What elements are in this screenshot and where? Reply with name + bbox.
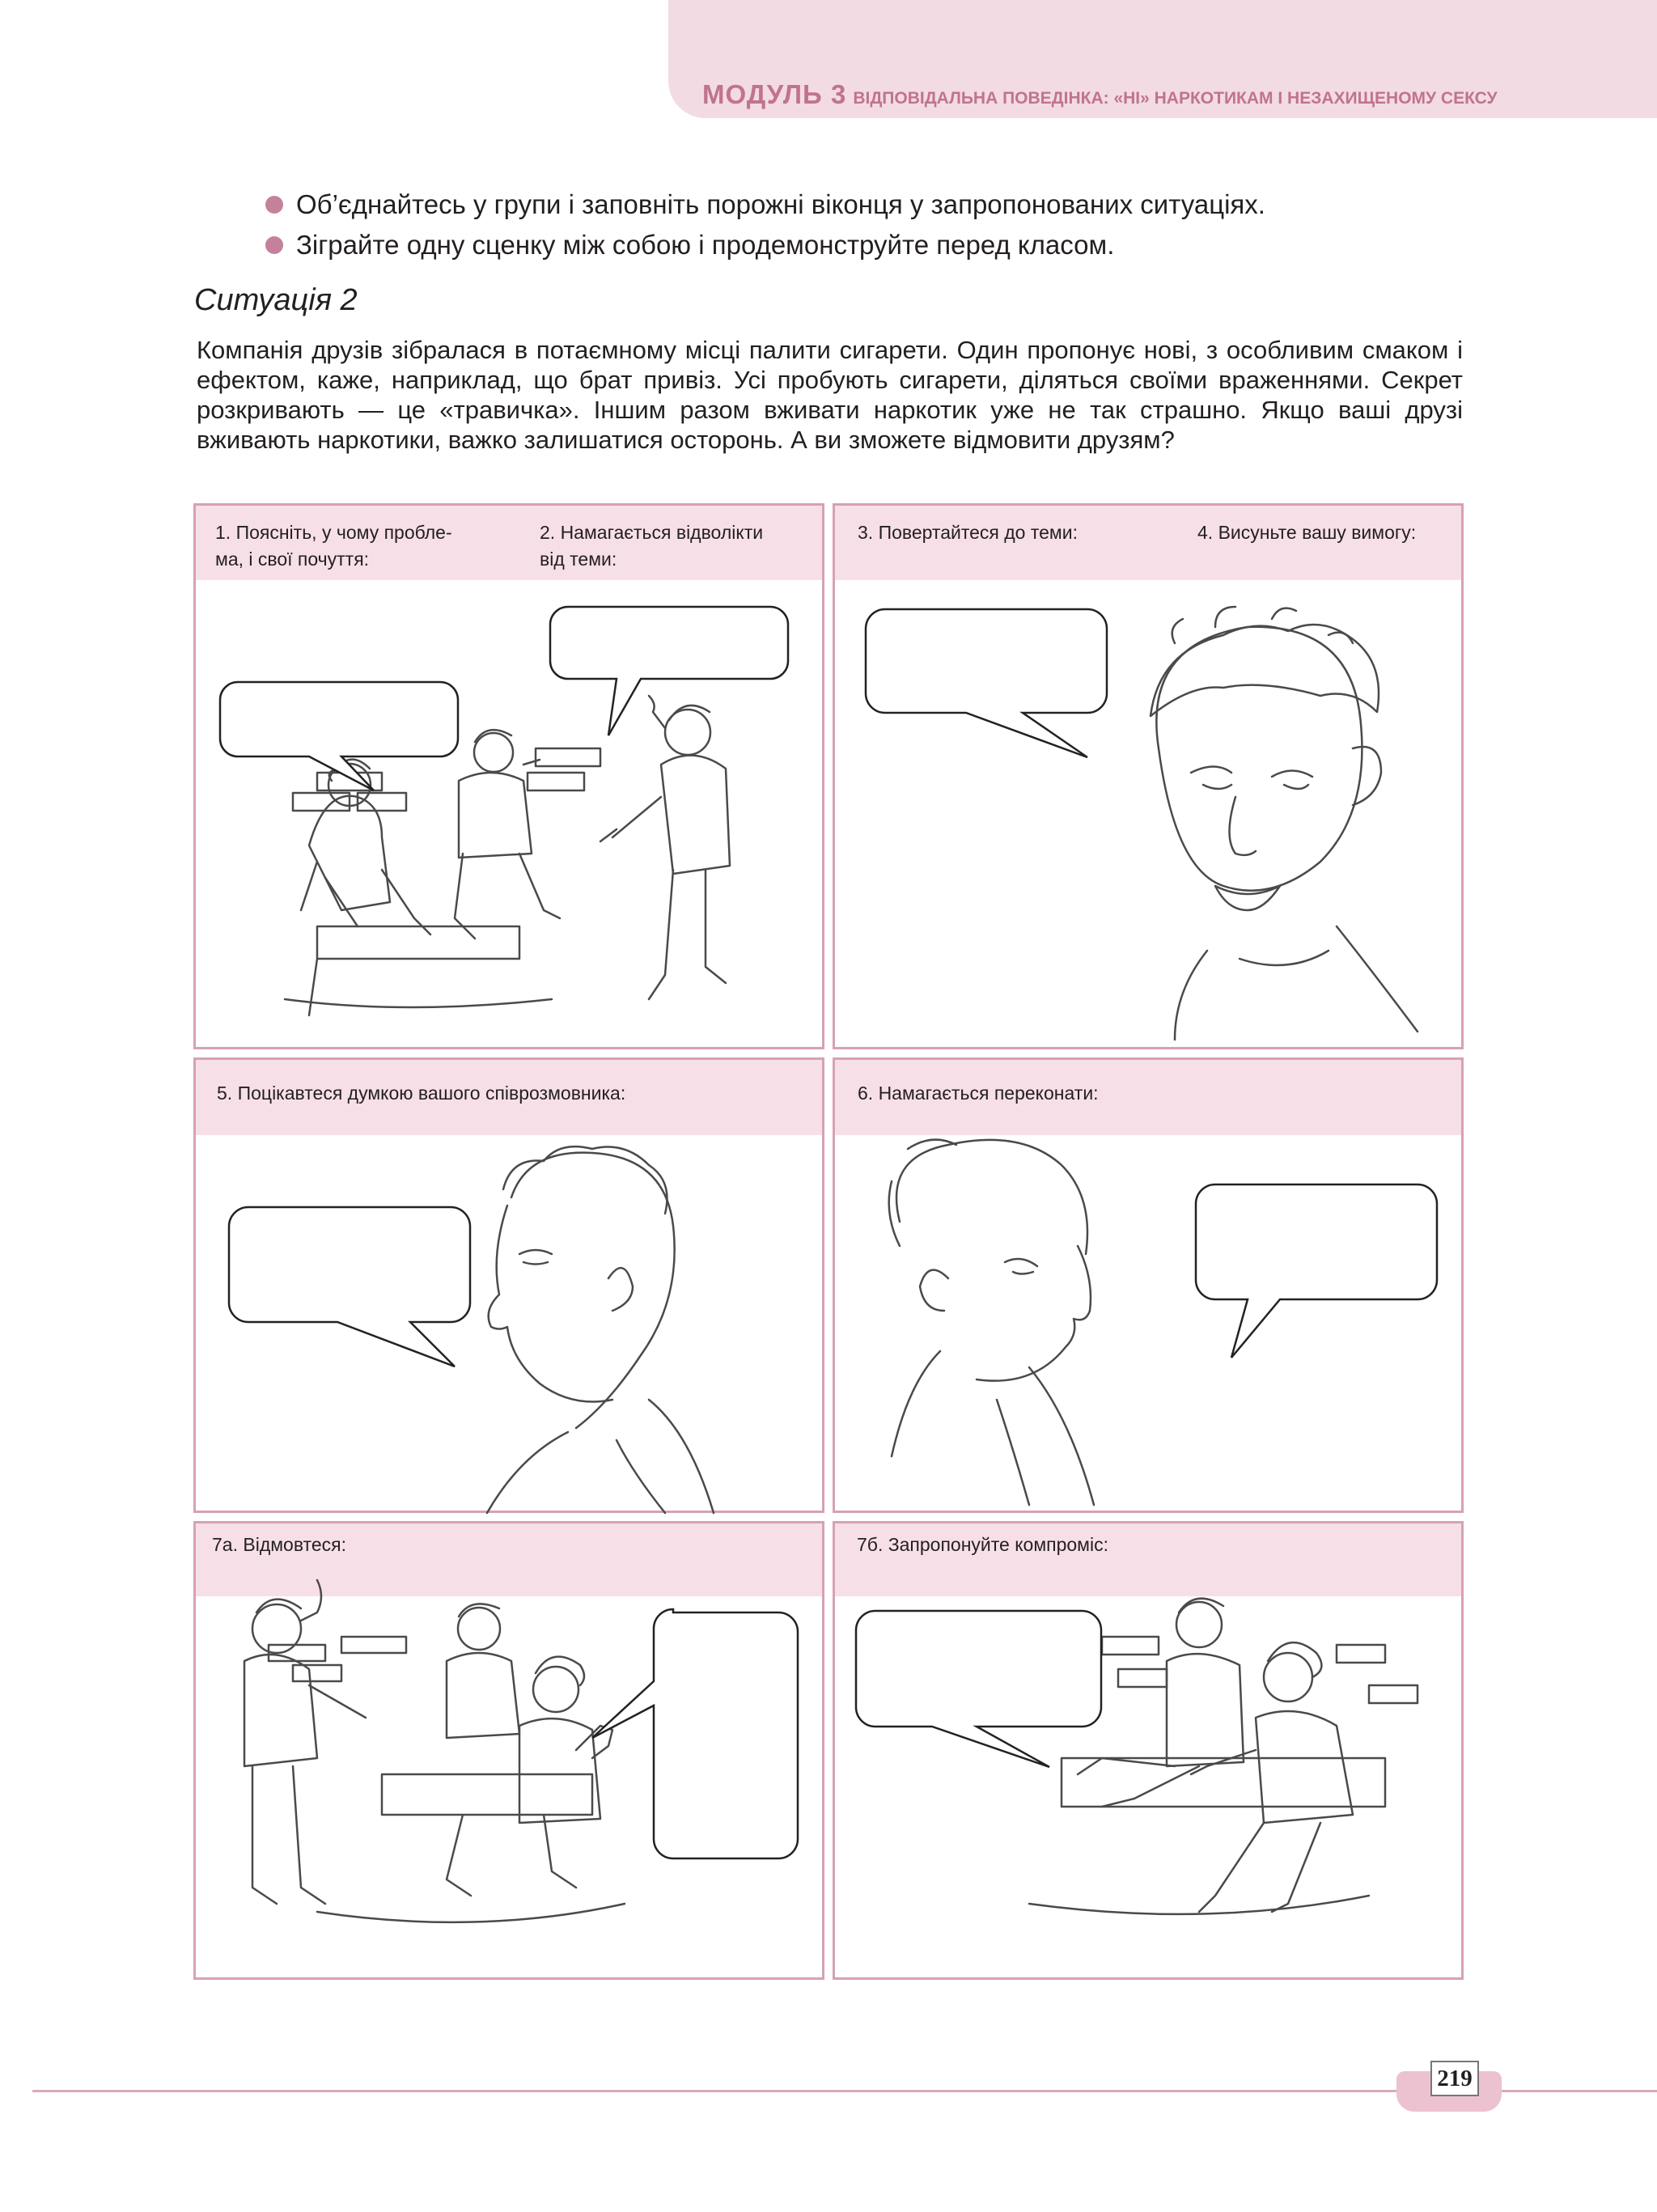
speech-bubble-right: [550, 607, 788, 735]
module-header: [702, 79, 1498, 110]
comic-panel-2: [833, 503, 1464, 1049]
instruction-text: Зіграйте одну сценку між собою і продемонструйте перед класом.: [296, 230, 1115, 260]
module-number: МОДУЛЬ 3: [702, 79, 847, 109]
speech-bubble: [856, 1611, 1101, 1767]
instruction-list: [264, 184, 1265, 265]
speech-bubble: [229, 1207, 470, 1367]
scene-boy-profile-left: [196, 1060, 827, 1515]
page-number: 219: [1430, 2061, 1479, 2096]
comic-panel-1: [193, 503, 824, 1049]
instruction-text: Об’єднайтесь у групи і заповніть порожні віконця у запропонованих ситуаціях.: [296, 189, 1265, 219]
situation-description: Компанія друзів зібралася в потаємному місці палити сигарети. Один пропонує нові, з особливим смаком і ефектом, каже, наприклад, що брат привіз. Усі пробують сигарети, діляться своїми враженнями. Секрет розкривають — це «травичка». Іншим разом вживати наркотик уже не так страшно. Якщо ваші друзі вживають наркотики, важко залишатися осторонь. А ви зможете відмовити друзям?: [197, 336, 1463, 454]
speech-bubble: [866, 609, 1107, 757]
panel-caption-6: 6. Намагається переконати:: [858, 1083, 1099, 1104]
panel-caption-3: 3. Повертайтеся до теми:: [858, 522, 1078, 543]
bullet-dot-icon: [265, 236, 283, 254]
situation-title: Ситуація 2: [194, 283, 358, 317]
scene-curly-boy-talking: [835, 506, 1466, 1052]
instruction-item: [264, 225, 1265, 265]
scene-three-boys-smoking: [196, 506, 827, 1052]
comic-panel-3: [193, 1057, 824, 1513]
panel-caption-1: 1. Поясніть, у чому пробле- ма, і свої почуття:: [215, 522, 452, 570]
scene-boys-refusing: [196, 1523, 827, 1982]
instruction-item: [264, 184, 1265, 225]
comic-panel-5: [193, 1521, 824, 1980]
speech-bubble: [592, 1609, 798, 1858]
panel-caption-2: 2. Намагається відволікти від теми:: [540, 522, 764, 570]
scene-boys-compromise: [835, 1523, 1466, 1982]
speech-bubble: [1196, 1184, 1437, 1358]
comic-panel-4: [833, 1057, 1464, 1513]
scene-boy-profile-right: [835, 1060, 1466, 1515]
bullet-dot-icon: [265, 196, 283, 214]
panel-caption-7b: 7б. Запропонуйте компроміс:: [857, 1534, 1108, 1555]
panel-caption-4: 4. Висуньте вашу вимогу:: [1197, 522, 1417, 543]
panel-caption-5: 5. Поцікавтеся думкою вашого співрозмовника:: [217, 1083, 626, 1104]
module-subtitle: ВІДПОВІДАЛЬНА ПОВЕДІНКА: «НІ» НАРКОТИКАМ І НЕЗАХИЩЕНОМУ СЕКСУ: [853, 89, 1498, 108]
comic-panel-6: [833, 1521, 1464, 1980]
speech-bubble-left: [220, 682, 458, 790]
panel-caption-7a: 7а. Відмовтеся:: [212, 1534, 346, 1555]
